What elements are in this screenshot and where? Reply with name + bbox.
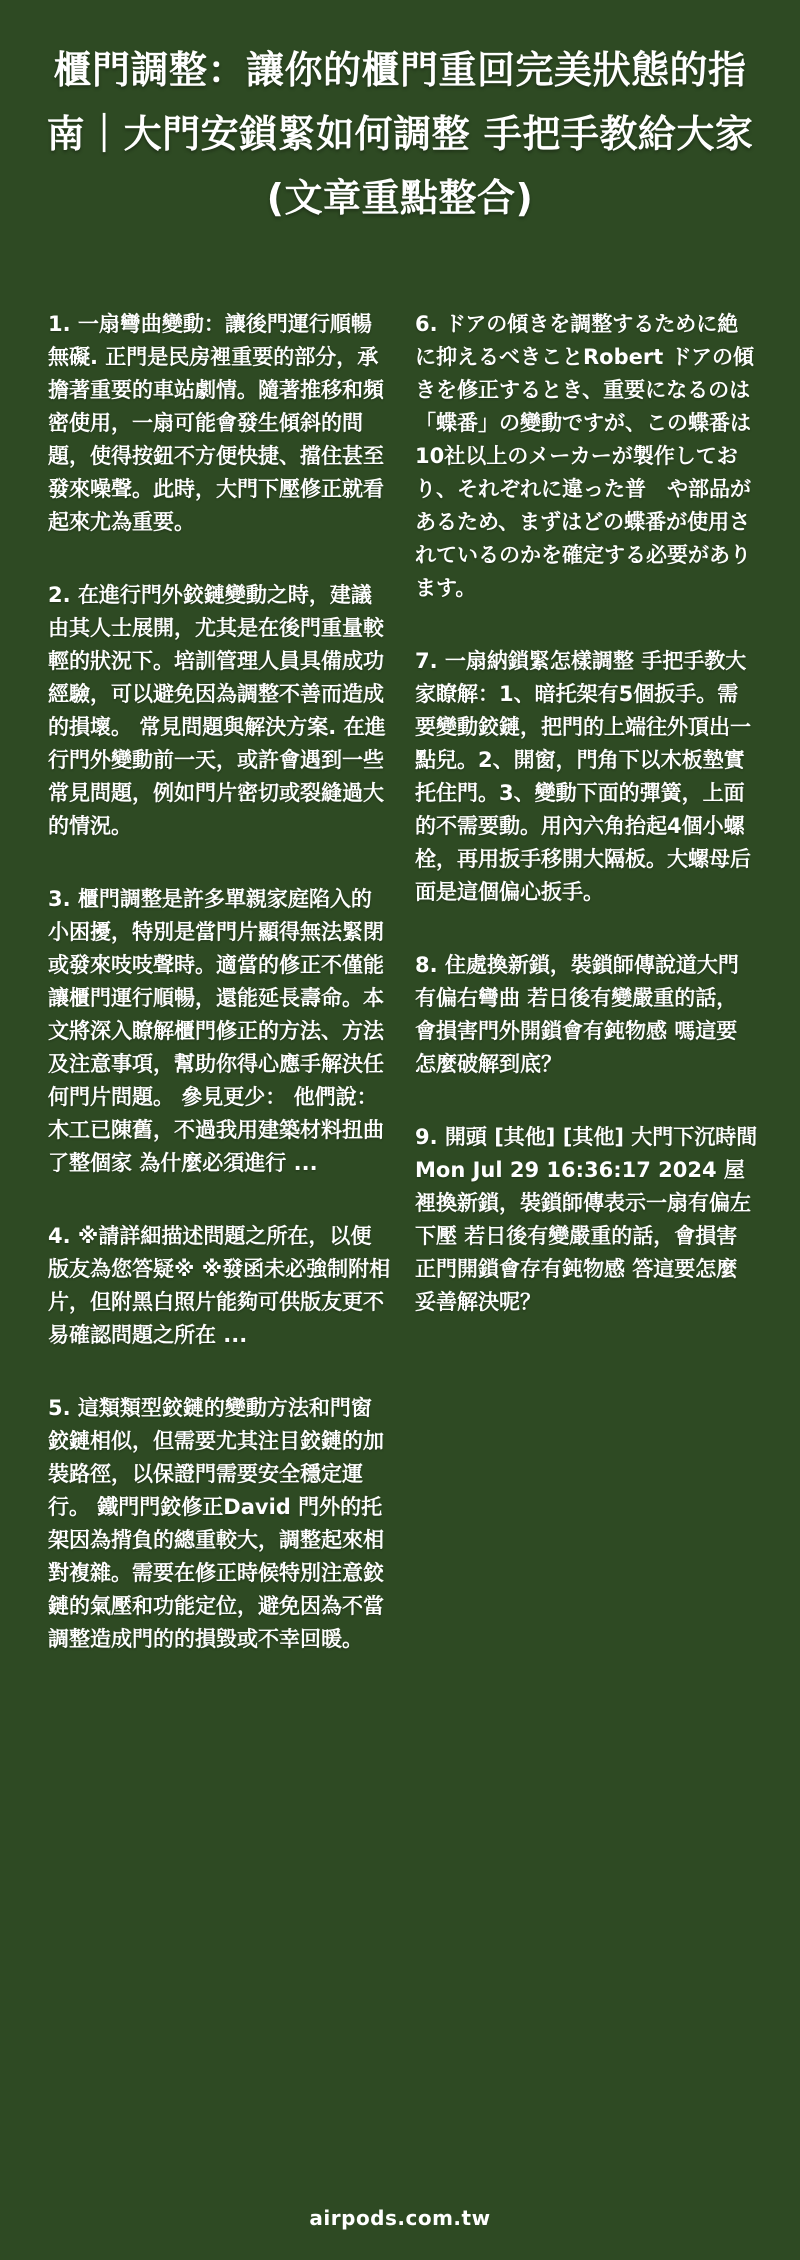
- paragraph-9: 9. 開頭 [其他] [其他] 大門下沉時間 Mon Jul 29 16:36:17 2024 屋裡換新鎖，裝鎖師傳表示一扇有偏左下壓 若日後有變嚴重的話，會損害正門開鎖會存有鈍物感 答這要怎麼妥善解決呢？: [415, 1125, 758, 1314]
- paragraph-8: 8. 住處換新鎖，裝鎖師傳說道大門有偏右彎曲 若日後有變嚴重的話，會損害門外開鎖會有鈍物感 嗎這要怎麼破解到底？: [415, 953, 739, 1076]
- paragraph-1: 1. 一扇彎曲變動：讓後門運行順暢無礙. 正門是民房裡重要的部分，承擔著重要的車站劇情。隨著推移和頻密使用，一扇可能會發生傾斜的問題，使得按鈕不方便快捷、擋住甚至發來噪聲。此時，大門下壓修正就看起來尤為重要。: [48, 312, 384, 534]
- left-column: [48, 308, 391, 1696]
- paragraph-6: 6. ドアの傾きを調整するために絶 に抑えるべきことRobert ドアの傾きを修正するとき、重要になるのは「蝶番」の變動ですが、この蝶番は10社以上のメーカーが製作しており、それぞれに違った普 や部品があるため、まずはどの蝶番が使用されているのかを確定する必要があります。: [415, 312, 760, 600]
- site-footer: airpods.com.tw: [309, 2206, 491, 2230]
- paragraph-7: 7. 一扇納鎖緊怎樣調整 手把手教大家瞭解：1、暗托架有5個扳手。需要變動鉸鏈，把門的上端往外頂出一點兒。2、開窗，門角下以木板墊實托住門。3、變動下面的彈簧，上面的不需要動。用內六角抬起4個小螺栓，再用扳手移開大隔板。大螺母后面是這個偏心扳手。: [415, 649, 751, 904]
- paragraph-4: 4. ※請詳細描述問題之所在，以便版友為您答疑※ ※發函未必強制附相片，但附黑白照片能夠可供版友更不易確認問題之所在 ...: [48, 1224, 391, 1347]
- article-columns: [48, 308, 758, 1696]
- paragraph-3: 3. 櫃門調整是許多單親家庭陷入的小困擾，特別是當門片顯得無法緊閉或發來吱吱聲時。適當的修正不僅能讓櫃門運行順暢，還能延長壽命。本文將深入瞭解櫃門修正的方法、方法及注意事項，幫助你得心應手解決任何門片問題。 參見更少： 他們說：木工已陳舊，不過我用建築材料扭曲了整個家 為什麼必須進行 ...: [48, 887, 384, 1175]
- paragraph-5: 5. 這類類型鉸鏈的變動方法和門窗鉸鏈相似，但需要尤其注目鉸鏈的加裝路徑，以保證門需要安全穩定運行。 鐵門門鉸修正David 門外的托架因為揹負的總重較大，調整起來相對複雜。需要在修正時候特別注意鉸鏈的氣壓和功能定位，避免因為不當調整造成門的的損毀或不幸回暖。: [48, 1396, 384, 1651]
- right-column: [415, 308, 758, 1696]
- page-title: 櫃門調整：讓你的櫃門重回完美狀態的指南｜大門安鎖緊如何調整 手把手教給大家 (文章重點整合): [46, 48, 754, 220]
- paragraph-2: 2. 在進行門外鉸鏈變動之時，建議由其人士展開，尤其是在後門重量較輕的狀況下。培訓管理人員具備成功經驗，可以避免因為調整不善而造成的損壞。 常見問題與解決方案. 在進行門外變動前一天，或許會遇到一些常見問題，例如門片密切或裂縫過大的情況。: [48, 583, 386, 838]
